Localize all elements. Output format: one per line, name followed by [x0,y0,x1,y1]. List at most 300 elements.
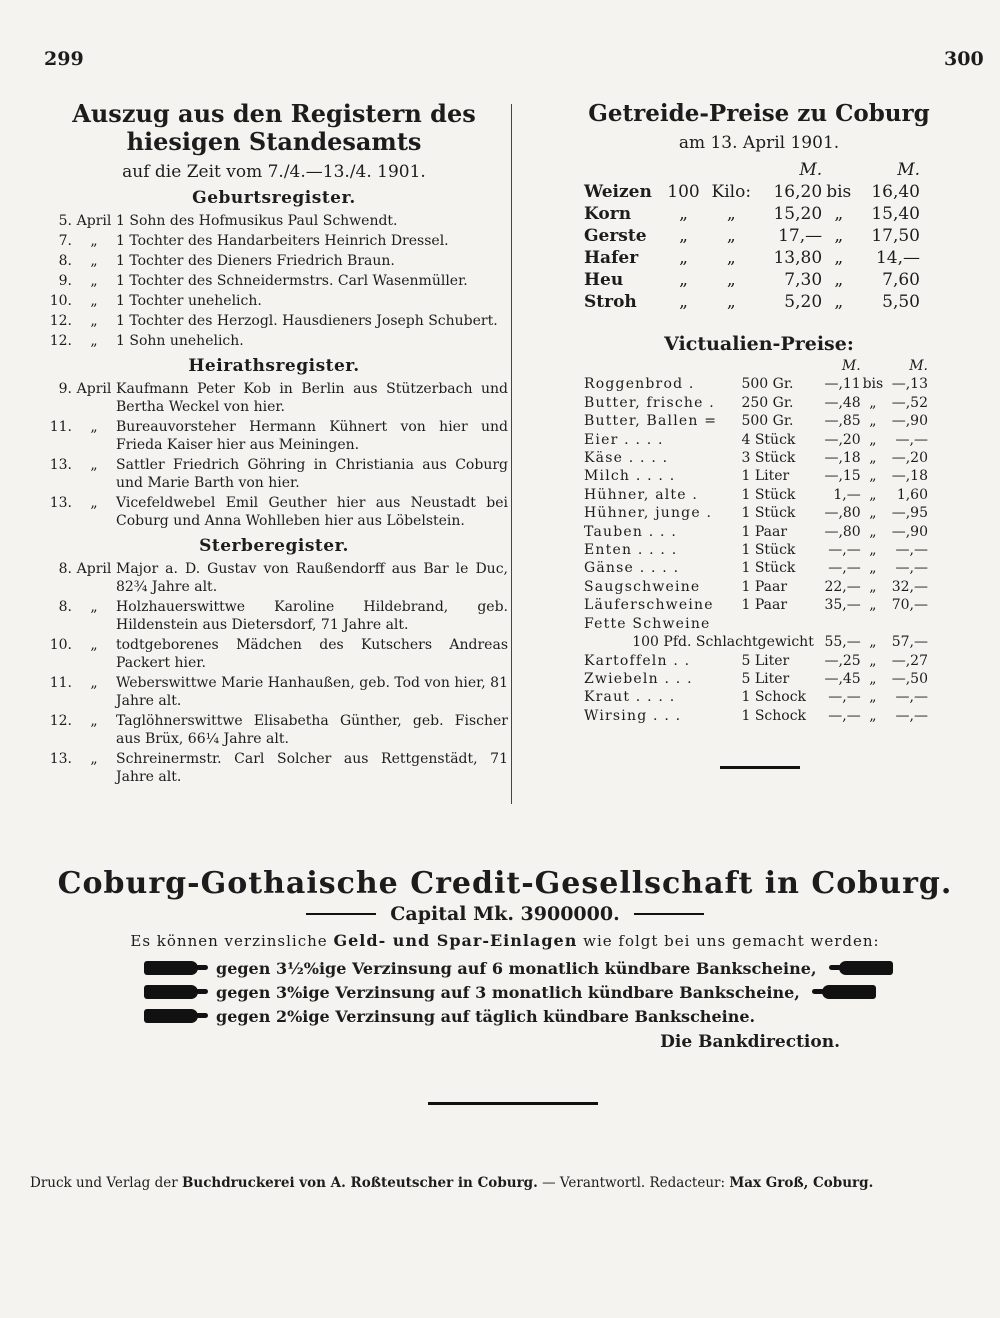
bank-offer-text: gegen 3½%ige Verzinsung auf 6 monatlich kündbare Bankscheine, [216,958,817,978]
victual-price-to: —,52 [891,394,928,411]
victual-price-to: —,90 [891,523,928,540]
victual-name-cell [584,707,741,725]
grain-price-from: 13,80 [773,248,823,268]
grain-price-to: 16,40 [871,182,920,202]
victual-price-from: —,— [828,707,861,724]
victual-price-to: 32,— [891,578,928,595]
victual-name: Butter, Ballen [584,413,699,430]
entry-text: Taglöhnerswittwe Elisabetha Günther, geb. Fischer aus Brüx, 66¼ Jahre alt. [116,713,508,747]
entry-day: 13. [49,457,72,473]
victual-price-from: —,45 [824,670,861,687]
grain-price-to: 5,50 [882,292,920,312]
victual-name: Butter, frische [584,394,704,411]
victual-dots: . . . . [637,542,678,559]
entry-month: „ [90,273,98,289]
grain-qty: „ [679,270,688,290]
victual-qty: 1 Stück [741,505,796,522]
victual-price-to: —,— [895,560,928,577]
grain-table [584,159,920,313]
grain-sep: „ [834,248,844,268]
victual-row [584,707,928,725]
entry-month: „ [90,333,98,349]
victual-row [584,467,928,485]
grain-price-from: 15,20 [773,204,823,224]
entry-month: „ [90,419,98,435]
victual-price-from: —,11 [824,376,861,393]
bank-offer-text: gegen 3%ige Verzinsung auf 3 monatlich kündbare Bankscheine, [216,982,800,1002]
entry-text: Major a. D. Gustav von Raußendorff aus Bar le Duc, 82¾ Jahre alt. [116,561,508,595]
victual-sep: „ [869,542,877,559]
grain-row [584,269,920,291]
register-entry [40,456,508,492]
grain-row [584,247,920,269]
entry-day: 8. [58,561,72,577]
footer-mid: — Verantwortl. Redacteur: [542,1175,726,1191]
capital-dash-right [634,913,704,915]
bank-capital: Capital Mk. 3900000. [390,903,620,925]
entry-text: Schreinermstr. Carl Solcher aus Rettgenstädt, 71 Jahre alt. [116,751,508,785]
victual-dots: . . . [648,523,677,540]
victual-sep: bis [862,376,884,393]
victual-row [584,394,928,412]
grain-unit: „ [726,248,736,268]
victual-price-to: —,— [895,707,928,724]
victual-name-cell [584,467,741,485]
victual-dots: . . . . [639,560,680,577]
victual-qty: 100 Pfd. Schlachtgewicht [632,634,814,651]
bank-offers [144,956,970,1028]
entry-day: 10. [49,637,72,653]
entry-text: 1 Tochter unehelich. [116,293,262,309]
pointing-hand-icon [144,961,198,975]
victual-sep: „ [869,450,877,467]
entry-day: 9. [58,381,72,397]
victual-sep: „ [869,431,877,448]
victual-dots: . [706,505,713,522]
victual-name-cell [584,375,741,393]
entry-day: 8. [58,599,72,615]
register-entry [40,636,508,672]
victual-name: Saugschweine [584,578,701,595]
victual-name: Läuferschweine [584,597,714,614]
grain-price-to: 14,— [875,248,920,268]
victual-sep: „ [869,597,877,614]
grain-unit: „ [726,270,736,290]
footer-editor: Max Groß, Coburg. [729,1175,874,1191]
victual-row [584,559,928,577]
bank-intro-bold: Geld- und Spar-Einlagen [333,931,578,950]
victual-row [584,541,928,559]
victual-qty: 5 Liter [741,652,790,669]
register-entry [40,212,508,230]
entry-text: 1 Tochter des Dieners Friedrich Braun. [116,253,395,269]
grain-row [584,181,920,203]
entry-text: Weberswittwe Marie Hanhaußen, geb. Tod von hier, 81 Jahre alt. [116,675,508,709]
register-entry [40,332,508,350]
victual-name: Kartoffeln [584,652,668,669]
victual-price-to: —,20 [891,450,928,467]
bank-title: Coburg-Gothaische Credit-Gesellschaft in Coburg. [57,866,953,901]
entry-month: „ [90,675,98,691]
victual-price-from: —,— [828,689,861,706]
victual-name: Hühner, junge [584,505,701,522]
victual-price-to: 70,— [891,597,928,614]
victual-dots: . [688,376,695,393]
victual-dots: . . . . [628,450,669,467]
victual-price-from: —,80 [824,505,861,522]
entry-text: todtgeborenes Mädchen des Kutschers Andreas Packert hier. [116,637,508,671]
grain-qty: 100 [667,182,700,202]
victual-qty: 1 Stück [741,560,796,577]
imprint-footer [30,1175,975,1191]
victual-name-cell [584,449,741,467]
bank-intro-pre: Es können verzinsliche [130,932,328,950]
grain-row [584,225,920,247]
victual-price-to: —,90 [891,413,928,430]
entry-text: 1 Tochter des Herzogl. Hausdieners Joseph Schubert. [116,313,498,329]
grain-unit: „ [726,292,736,312]
victual-name: Wirsing [584,707,648,724]
entry-day: 10. [49,293,72,309]
victual-price-to: —,— [895,689,928,706]
victual-row [584,486,928,504]
victual-price-from: —,20 [824,431,861,448]
entry-month: „ [90,495,98,511]
victual-dots: . [709,394,715,411]
grain-mark-header: M. [799,160,823,180]
victual-price-from: 1,— [833,486,861,503]
victual-sep: „ [869,486,877,503]
victual-name-cell [584,412,741,430]
entry-text: Vicefeldwebel Emil Geuther hier aus Neustadt bei Coburg und Anna Wohlleben hier aus Löbelstein. [116,495,508,529]
entry-text: 1 Sohn unehelich. [116,333,244,349]
capital-line [40,903,970,925]
entry-text: 1 Tochter des Handarbeiters Heinrich Dressel. [116,233,449,249]
victual-name: Eier [584,431,619,448]
victual-dots: . . . . [635,689,676,706]
victual-qty: 1 Paar [741,578,788,595]
victual-price-to: —,— [895,431,928,448]
section-heading: Geburtsregister. [192,188,356,208]
grain-qty: „ [679,204,688,224]
capital-dash-left [306,913,376,915]
entry-day: 5. [58,213,72,229]
grain-name: Hafer [584,248,639,268]
victual-row [584,596,928,614]
victual-price-from: —,85 [824,413,861,430]
victual-qty: 500 Gr. [741,376,794,393]
grain-row [584,291,920,313]
register-entry [40,598,508,634]
bank-advertisement [40,866,970,1052]
entry-month: April [76,381,112,397]
victual-row [584,412,928,430]
entry-text: 1 Tochter des Schneidermstrs. Carl Wasenmüller. [116,273,468,289]
registry-subtitle: auf die Zeit vom 7./4.—13./4. 1901. [122,162,426,182]
entry-text: Kaufmann Peter Kob in Berlin aus Stützerbach und Bertha Weckel von hier. [116,381,508,415]
victual-price-from: —,48 [824,394,861,411]
registry-sections [40,188,508,786]
grain-price-from: 7,30 [784,270,823,290]
pointing-hand-icon [144,985,198,999]
register-entry [40,750,508,786]
victual-row [584,688,928,706]
grain-qty: „ [679,248,688,268]
entry-month: April [76,561,112,577]
victual-price-from: 55,— [824,634,861,651]
victuals-header-row [584,357,928,375]
register-entry [40,232,508,250]
victual-name-cell [584,652,741,670]
victual-price-from: —,80 [824,523,861,540]
victual-name-cell [584,486,741,504]
grain-sep: „ [834,226,844,246]
entry-month: „ [90,599,98,615]
victual-dots: = [704,413,718,430]
victual-price-to: —,50 [891,670,928,687]
victual-sep: „ [869,578,877,595]
entry-month: „ [90,637,98,653]
pointing-hand-icon [144,1009,198,1023]
grain-sep: „ [834,292,844,312]
victual-qty: 250 Gr. [741,394,794,411]
victual-name: Käse [584,450,624,467]
grain-name: Heu [584,270,624,290]
victual-dots: . . . . [635,468,676,485]
victual-name: Kraut [584,689,631,706]
footer-printer: Buchdruckerei von A. Roßteutscher in Coburg. [181,1175,538,1191]
grain-header-row [584,159,920,181]
victual-sep: „ [869,670,877,687]
entry-month: „ [90,457,98,473]
victual-row [584,578,928,596]
victual-qty: 4 Stück [741,431,796,448]
grain-name: Stroh [584,292,637,312]
victual-qty: 5 Liter [741,670,790,687]
grain-unit: Kilo: [711,182,752,202]
victual-fat-pigs-label: Fette Schweine [584,615,711,632]
victual-qty: 3 Stück [741,450,796,467]
page-number-right: 300 [944,48,984,70]
victual-name: Roggenbrod [584,376,684,393]
victual-dots: . . [673,652,691,669]
entry-month: „ [90,253,98,269]
registry-column [40,100,508,788]
entry-text: Sattler Friedrich Göhring in Christiania aus Coburg und Marie Barth von hier. [116,457,508,491]
victual-name-cell [584,523,741,541]
victual-price-from: —,18 [824,450,861,467]
grain-price-to: 7,60 [882,270,920,290]
victual-name-cell [584,431,741,449]
entry-text: 1 Sohn des Hofmusikus Paul Schwendt. [116,213,398,229]
victual-name-cell [584,394,741,412]
entry-day: 11. [49,675,72,691]
victual-qty: 1 Schock [741,689,807,706]
register-entry [40,272,508,290]
entry-month: „ [90,713,98,729]
victual-sep: „ [869,560,877,577]
bank-intro [40,931,970,950]
victuals-mark-header-2: M. [909,358,928,374]
victual-qty: 1 Paar [741,523,788,540]
grain-sep: bis [826,182,852,202]
prices-end-rule [720,766,800,769]
entry-day: 11. [49,419,72,435]
victual-price-to: —,13 [891,376,928,393]
entry-day: 8. [58,253,72,269]
victual-row [584,449,928,467]
victual-name-cell [584,596,741,614]
victual-sep: „ [869,468,877,485]
victual-row [584,504,928,522]
victual-row [584,652,928,670]
entry-day: 12. [49,333,72,349]
victual-name-cell [584,688,741,706]
bank-signature: Die Bankdirection. [660,1032,840,1052]
grain-unit: „ [726,226,736,246]
victual-qty: 1 Stück [741,486,796,503]
victual-sep: „ [869,652,877,669]
grain-unit: „ [726,204,736,224]
register-entry [40,560,508,596]
victual-row [584,633,928,651]
victual-row [584,670,928,688]
victual-name: Enten [584,542,633,559]
victual-price-from: 22,— [824,578,861,595]
victual-price-from: —,— [828,560,861,577]
entry-day: 13. [49,751,72,767]
grain-name: Weizen [584,182,652,202]
bank-offer-text: gegen 2%ige Verzinsung auf täglich kündbare Bankscheine. [216,1006,756,1026]
grain-date: am 13. April 1901. [678,133,840,153]
victual-name-cell [584,504,741,522]
register-entry [40,252,508,270]
victual-dots: . . . . [624,431,664,448]
victuals-title: Victualien-Preise: [664,333,854,355]
entry-month: April [76,213,112,229]
victual-sep: „ [869,505,877,522]
column-divider [511,104,512,804]
bank-intro-post: wie folgt bei uns gemacht werden: [583,932,880,950]
section-heading: Heirathsregister. [188,356,360,376]
entry-month: „ [90,233,98,249]
victual-price-to: —,18 [891,468,928,485]
victual-price-from: 35,— [824,597,861,614]
victual-sep: „ [869,413,877,430]
entry-day: 9. [58,273,72,289]
victual-name-cell [584,541,741,559]
pointing-hand-icon [839,961,893,975]
pointing-hand-icon [822,985,876,999]
grain-name: Gerste [584,226,647,246]
victual-name: Tauben [584,523,644,540]
grain-price-to: 17,50 [871,226,920,246]
victual-price-to: 57,— [891,634,928,651]
entry-text: Bureauvorsteher Hermann Kühnert von hier und Frieda Kaiser hier aus Meiningen. [116,419,508,453]
register-entry [40,312,508,330]
victual-price-to: —,— [895,542,928,559]
entry-text: Holzhauerswittwe Karoline Hildebrand, geb. Hildenstein aus Dietersdorf, 71 Jahre alt. [116,599,508,633]
page-number-left: 299 [44,48,84,70]
bank-end-rule [428,1102,598,1105]
entry-month: „ [90,751,98,767]
victual-qty: 1 Paar [741,597,788,614]
register-entry [40,292,508,310]
entry-day: 12. [49,713,72,729]
victual-name-cell [584,670,741,688]
victual-name: Zwiebeln [584,670,659,687]
victual-sep: „ [869,634,877,651]
victual-dots: . . . [653,707,682,724]
entry-month: „ [90,313,98,329]
grain-price-from: 16,20 [773,182,823,202]
victual-price-to: —,27 [891,652,928,669]
grain-price-to: 15,40 [871,204,920,224]
victual-name: Milch [584,468,631,485]
grain-qty: „ [679,226,688,246]
grain-name: Korn [584,204,632,224]
victual-price-to: —,95 [891,505,928,522]
victual-row [584,523,928,541]
register-entry [40,494,508,530]
victual-sep: „ [869,689,877,706]
victual-price-from: —,15 [824,468,861,485]
bank-offer-3 [144,1004,970,1028]
victual-qty: 500 Gr. [741,413,794,430]
victual-dots: . [692,486,699,503]
victual-name-cell [584,578,741,596]
prices-column [584,100,934,725]
entry-day: 7. [58,233,72,249]
entry-day: 13. [49,495,72,511]
victual-name: Hühner, alte [584,486,687,503]
victual-label-row [584,615,928,633]
victual-qty: 1 Schock [741,707,807,724]
grain-price-from: 17,— [778,226,823,246]
victual-sep: „ [869,707,877,724]
grain-qty: „ [679,292,688,312]
grain-sep: „ [834,204,844,224]
grain-price-from: 5,20 [784,292,823,312]
victuals-mark-header: M. [841,358,861,374]
grain-sep: „ [834,270,844,290]
footer-pre: Druck und Verlag der [30,1175,178,1191]
victual-dots: . . . [664,670,693,687]
victual-sep: „ [869,394,877,411]
bank-offer-2 [144,980,970,1004]
register-entry [40,674,508,710]
victual-price-from: —,— [828,542,861,559]
victual-row [584,375,928,393]
section-heading: Sterberegister. [199,536,349,556]
victuals-table [584,357,928,725]
victual-name-cell [584,559,741,577]
registry-title: Auszug aus den Registern des hiesigen Standesamts [72,99,476,156]
victual-qty: 1 Liter [741,468,790,485]
register-entry [40,712,508,748]
entry-month: „ [90,293,98,309]
grain-row [584,203,920,225]
victual-qty: 1 Stück [741,542,796,559]
entry-day: 12. [49,313,72,329]
victual-row [584,431,928,449]
victual-sep: „ [869,523,877,540]
register-entry [40,418,508,454]
grain-mark-header-2: M. [897,160,920,180]
victual-price-from: —,25 [824,652,861,669]
grain-title: Getreide-Preise zu Coburg [588,100,930,127]
victual-name: Gänse [584,560,635,577]
